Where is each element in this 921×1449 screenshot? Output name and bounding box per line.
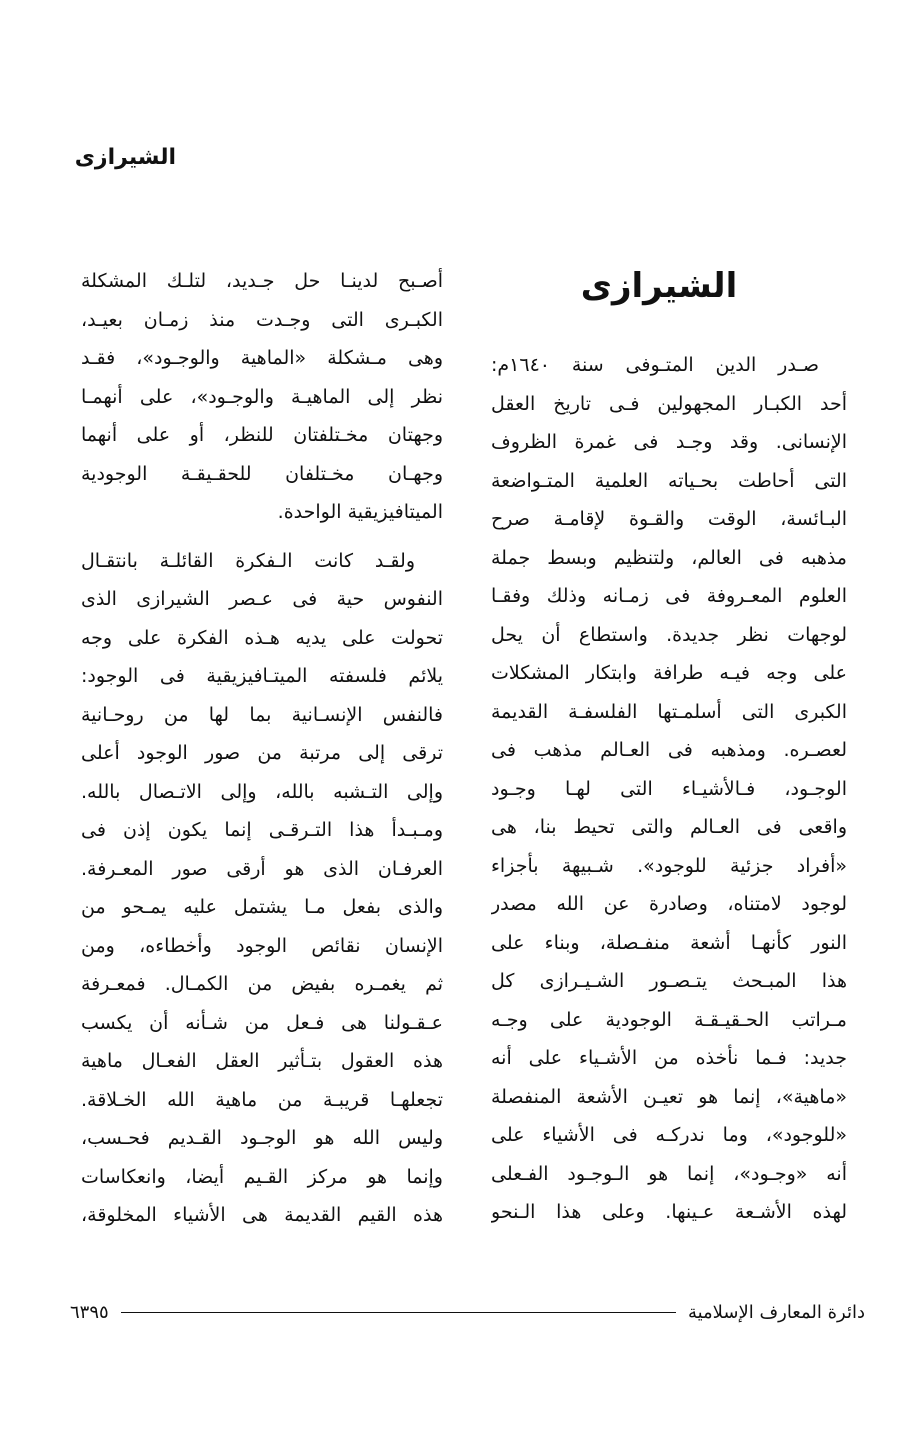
footer-title: دائرة المعارف الإسلامية [687,1301,865,1323]
text-line: هذه القيم القديمة هى الأشياء المخلوقة، [81,1204,443,1226]
text-line: ومـبـدأ هذا التـرقـى إنما يكون إذن فى [81,819,443,841]
text-line: تجعلهـا قريبـة من ماهية الله الخـلاقة. [81,1088,443,1111]
page-number: ٦٣٩٥ [70,1301,109,1323]
footer-rule [121,1312,676,1313]
text-line: وهى مـشكلة «الماهية والوجـود»، فقـد [81,347,443,369]
text-line: صـدر الدين المتـوفى سنة ١٦٤٠م: [491,354,819,376]
text-line: أنه «وجـود»، إنما هو الـوجـود الفـعلى [491,1162,847,1185]
right-paragraph-1 [491,346,847,1232]
text-line: الميتافيزيقية الواحدة. [277,501,443,523]
text-line: «للوجود»، وما ندركـه فى الأشياء على [491,1124,847,1146]
text-line: وإلى التـشبه بالله، وإلى الاتـصال بالله. [81,780,443,803]
text-line: لهذه الأشـعة عـينها. وعلى هذا الـنحو [491,1201,847,1223]
text-line: النور كأنهـا أشعة منفـصلة، وبناء على [491,931,847,954]
text-line: مذهبه فى العالم، ولتنظيم وبسط جملة [491,546,847,569]
running-head: الشيرازى [74,145,176,170]
text-line: والذى بفعل مـا يشتمل عليه يمـحو من [81,896,443,918]
text-line: النفوس حية فى عـصر الشيرازى الذى [81,588,443,610]
text-line: لوجهات نظر جديدة. واستطاع أن يحل [491,623,847,646]
text-line: وإنما هو مركز القـيم أيضا، وانعكاسات [81,1165,443,1188]
text-line: ولقـد كانت الـفكرة القائلـة بانتقـال [81,549,415,572]
text-line: لوجود لامتناه، وصادرة عن الله مصدر [491,893,847,915]
text-line: هذا المبـحث يتـصـور الشـيـرازى كل [491,970,847,992]
text-line: وليس الله هو الوجـود القـديم فحـسب، [81,1127,443,1149]
left-column [81,262,443,1235]
text-line: يلائم فلسفته الميتـافيزيقية فى الوجود: [81,665,443,687]
text-line: نظر إلى الماهيـة والوجـود»، على أنهمـا [81,385,443,408]
text-line: أحد الكبـار المجهولين فـى تاريخ العقل [491,392,847,415]
text-line: «أفراد جزئية للوجود». شـبيهة بأجزاء [491,854,847,877]
text-line: البـائسة، الوقت والقـوة لإقامـة صرح [491,508,847,530]
page-footer [70,1297,865,1327]
text-line: على وجه فيـه طرافة وابتكار المشكلات [491,662,847,684]
article-title: الشيرازى [580,266,738,306]
text-line: فالنفس الإنسـانية بما لها من روحـانية [81,703,443,726]
left-paragraph-2 [81,542,443,1235]
text-line: العرفـان الذى هو أرقى صور المعـرفة. [81,857,443,880]
text-line: العلوم المعـروفة فى زمـانه وذلك وفقـا [491,585,847,607]
text-line: لعصـره. ومذهبه فى العـالم مذهب فى [491,739,847,761]
text-line: وجهـان مخـتلفان للحقـيقـة الوجودية [81,462,443,485]
text-line: وجهتان مخـتلفتان للنظر، أو على أنهما [81,424,443,446]
text-line: هذه العقول بتـأثير العقل الفعـال ماهية [81,1050,443,1072]
text-line: واقعى فى العـالم والتى تحيط بنا، هى [491,816,847,838]
paragraph-gap [81,532,443,542]
text-line: الوجـود، فـالأشيـاء التى لهـا وجـود [491,777,847,800]
left-paragraph-1 [81,262,443,532]
text-line: جديد: فـما نأخذه من الأشـياء على أنه [491,1047,847,1069]
text-line: التى أحاطت بحـياته العلمية المتـواضعة [491,469,847,492]
text-line: تحولت على يديه هـذه الفكرة على وجه [81,626,443,649]
text-line: عـقـولنا هى فـعل من شـأنه أن يكسب [81,1011,443,1034]
text-line: الكبرى التى أسلمـتها الفلسفـة القديمة [491,700,847,723]
text-line: الإنسانى. وقد وجـد فى غمرة الظروف [491,431,847,453]
text-line: الإنسان نقائص الوجود وأخطاءه، ومن [81,934,443,957]
text-line: مـراتب الحـقيـقـة الوجودية على وجـه [491,1008,847,1031]
text-line: ترقى إلى مرتبة من صور الوجود أعلى [81,742,443,764]
text-line: أصـبح لدينـا حل جـديد، لتلـك المشكلة [81,270,443,292]
text-line: الكبـرى التى وجـدت منذ زمـان بعيـد، [81,308,443,331]
text-line: ثم يغمـره بفيض من الكمـال. فمعـرفة [81,973,443,995]
right-column [491,262,847,1232]
text-line: «ماهية»، إنما هو تعيـن الأشعة المنفصلة [491,1085,847,1108]
